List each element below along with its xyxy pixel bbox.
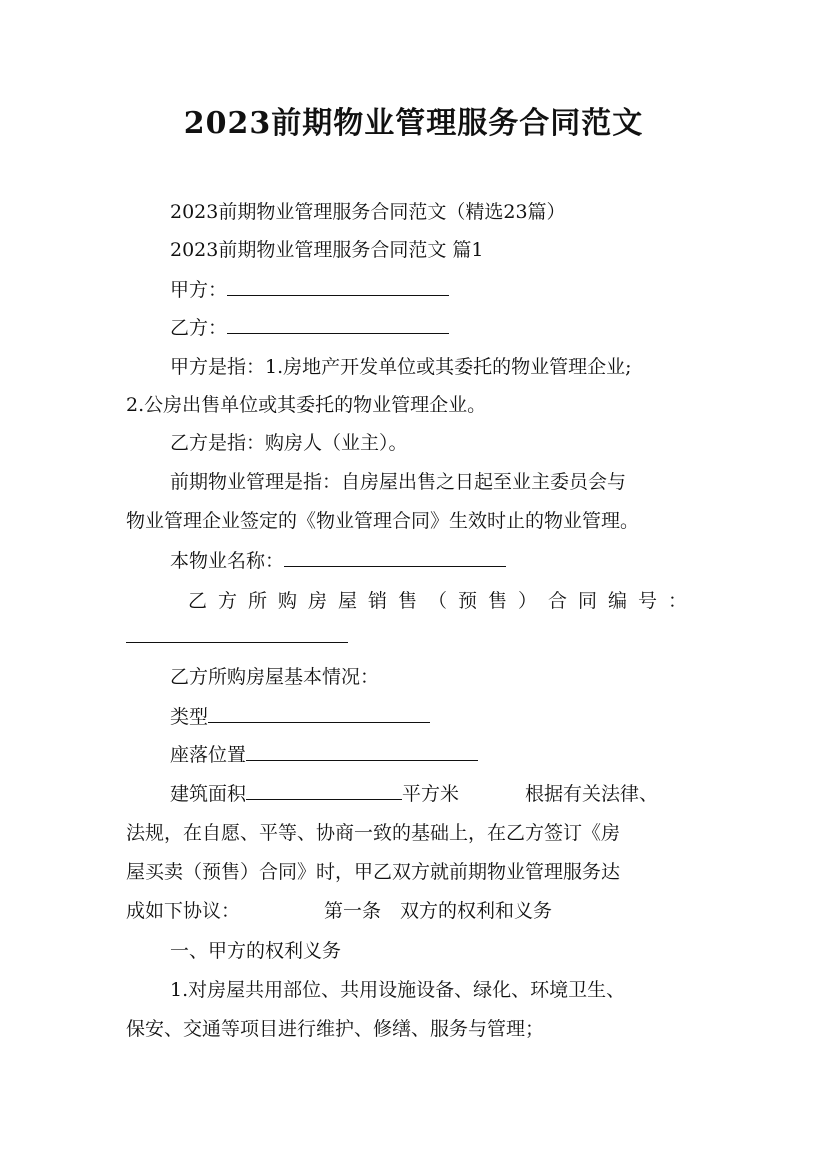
party-a-rights-heading: 一、甲方的权利义务 bbox=[170, 940, 342, 962]
contract-number-blank bbox=[126, 624, 348, 643]
location-blank bbox=[246, 742, 478, 761]
party-a-definition-line-1: 甲方是指：1.房地产开发单位或其委托的物业管理企业; bbox=[170, 356, 632, 378]
contract-number-line bbox=[188, 588, 698, 614]
property-name-line bbox=[170, 548, 506, 574]
item-1-line-1: 1.对房屋共用部位、共用设施设备、绿化、环境卫生、 bbox=[170, 979, 626, 1001]
item-1-line-2: 保安、交通等项目进行维护、修缮、服务与管理； bbox=[126, 1018, 545, 1040]
type-line bbox=[170, 704, 430, 730]
location-line bbox=[170, 742, 478, 768]
party-b-definition: 乙方是指：购房人（业主）。 bbox=[170, 432, 408, 454]
location-label: 座落位置 bbox=[170, 744, 247, 766]
basis-line-2: 法规，在自愿、平等、协商一致的基础上，在乙方签订《房 bbox=[126, 822, 621, 844]
area-blank bbox=[246, 781, 402, 800]
subtitle: 2023前期物业管理服务合同范文（精选23篇） bbox=[170, 201, 566, 223]
article-1-heading: 第一条 双方的权利和义务 bbox=[324, 900, 553, 922]
basis-line-4-text: 成如下协议： bbox=[126, 900, 241, 922]
area-line bbox=[170, 781, 658, 807]
party-a-definition-line-2: 2.公房出售单位或其委托的物业管理企业。 bbox=[126, 394, 487, 416]
property-name-blank bbox=[284, 548, 506, 567]
party-b-line bbox=[170, 315, 449, 341]
contract-number-blank-line bbox=[126, 624, 348, 650]
early-management-line-2: 物业管理企业签定的《物业管理合同》生效时止的物业管理。 bbox=[126, 510, 640, 532]
contract-number-label: 乙方所购房屋销售（预售）合同编号： bbox=[188, 590, 699, 612]
basis-line-3: 屋买卖（预售）合同》时，甲乙双方就前期物业管理服务达 bbox=[126, 861, 621, 883]
party-a-line bbox=[170, 277, 449, 303]
type-label: 类型 bbox=[170, 706, 209, 728]
section-heading: 2023前期物业管理服务合同范文 篇1 bbox=[170, 239, 484, 261]
party-b-label: 乙方： bbox=[170, 317, 228, 339]
basis-line-4 bbox=[126, 898, 552, 924]
type-blank bbox=[208, 704, 430, 723]
property-name-label: 本物业名称： bbox=[170, 550, 285, 572]
early-management-line-1: 前期物业管理是指：自房屋出售之日起至业主委员会与 bbox=[170, 471, 627, 493]
document-title: 2023前期物业管理服务合同范文 bbox=[183, 106, 644, 141]
party-b-blank bbox=[227, 315, 449, 334]
house-info-label: 乙方所购房屋基本情况： bbox=[170, 666, 380, 688]
basis-line-1: 根据有关法律、 bbox=[525, 783, 659, 805]
party-a-blank bbox=[227, 277, 449, 296]
area-unit: 平方米 bbox=[402, 783, 460, 805]
party-a-label: 甲方： bbox=[170, 279, 228, 301]
area-label: 建筑面积 bbox=[170, 783, 247, 805]
